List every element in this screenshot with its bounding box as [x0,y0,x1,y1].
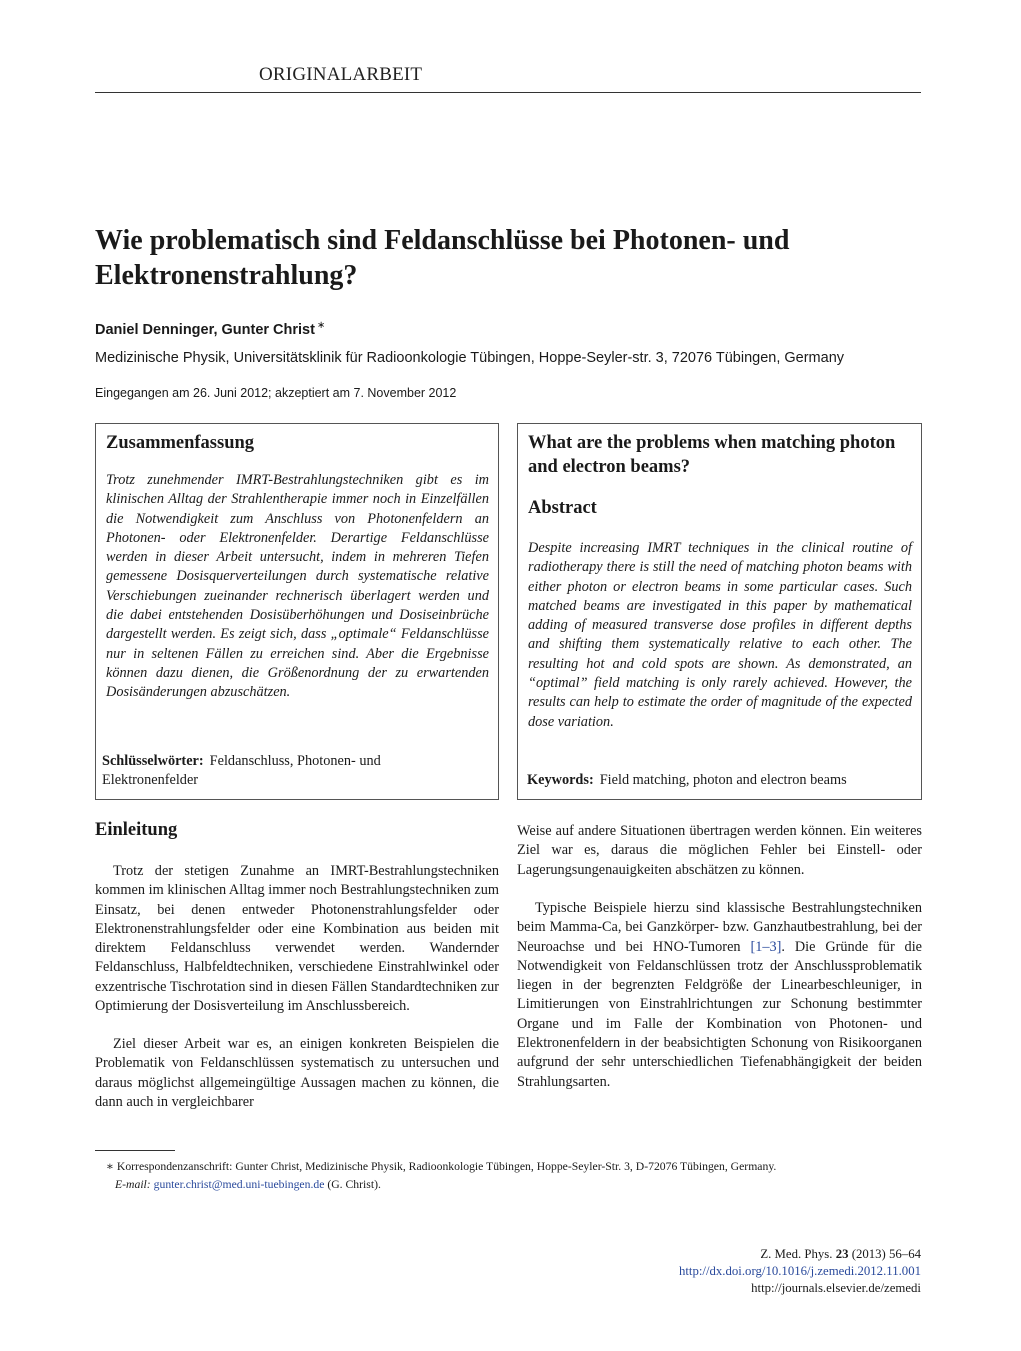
keywords-label: Keywords: [527,772,594,788]
abstract-box [517,423,922,800]
journal-url[interactable]: http://journals.elsevier.de/zemedi [751,1281,921,1295]
footnote-line-2 [106,1176,921,1194]
article-title: Wie problematisch sind Feldanschlüsse bei Photonen- und Elektronenstrahlung? [95,225,790,291]
journal-info [679,1246,921,1297]
email-link[interactable]: gunter.christ@med.uni-tuebingen.de [153,1178,325,1191]
authors-text: Daniel Denninger, Gunter Christ [95,321,315,338]
citation-suffix: (2013) 56–64 [851,1247,921,1261]
keywords-text: Field matching, photon and electron beams [599,772,847,788]
einleitung-paragraph-2-continued: Weise auf andere Situationen übertragen werden können. Ein weiteres Ziel war es, daraus die möglichen Fehler bei Einstell- oder Lagerungsungenauigkeiten abschätzen zu können. [517,823,922,878]
citation-prefix: Z. Med. Phys. [760,1247,833,1261]
header-rule [95,92,921,93]
journal-citation [679,1246,921,1263]
zusammenfassung-box [95,423,499,800]
author-footnote-marker[interactable]: ∗ [316,320,326,331]
keywords [527,771,917,790]
section-label: ORIGINALARBEIT [259,64,423,85]
footnote [106,1158,921,1194]
zusammenfassung-heading: Zusammenfassung [106,433,255,453]
received-dates: Eingegangen am 26. Juni 2012; akzeptiert am 7. November 2012 [95,386,457,400]
schluesselwoerter-text: Feldanschluss, Photonen- und Elektronenfelder [102,753,381,789]
zusammenfassung-text: Trotz zunehmender IMRT-Bestrahlungstechniken gibt es im klinischen Alltag der Strahlentherapie immer noch in Einzelfällen die Notwendigkeit zum Anschluss von Photonenfeldern an Photonen- oder Elektronenfelder. Derartige Feldanschlüsse werden in dieser Arbeit untersucht, indem in mehreren Tiefen gemessene Dosisquerverteilungen durch systematische relative Verschiebungen zueinander rechnerisch überlagert werden und die dabei entstehenden Dosisüberhöhungen und Dosiseinbrüche dargestellt werden. Es zeigt sich, dass „optimale“ Feldanschlüsse nur in seltenen Fällen zu erreichen sind. Aber die Ergebnisse können dazu dienen, die Größenordnung der zu erwartenden Dosisänderungen abzuschätzen. [106,472,489,701]
english-title: What are the problems when matching photon and electron beams? [528,433,896,477]
footnote-rule [95,1150,175,1151]
email-suffix: (G. Christ). [327,1178,381,1191]
footnote-line-1 [106,1158,921,1176]
email-label: E-mail: [115,1178,151,1191]
einleitung-heading: Einleitung [95,820,178,840]
volume-number: 23 [835,1247,849,1261]
paragraph-3-text-b: . Die Gründe für die Notwendigkeit von Feldanschlüssen trotz der Anschlussproblematik liegen in der begrenzten Feldgröße der Linearbeschleuniger, in Limitierungen von Einstrahlrichtungen zur Schonung bestimmter Organe und im Falle der Kombination von Photonen- und Elektronenfeldern in der beabsichtigten Schonung von Risikoorganen aufgrund der sehr unterschiedlichen Tiefenabhängigkeit der beiden Strahlungsarten. [517,938,923,1090]
doi-link[interactable]: http://dx.doi.org/10.1016/j.zemedi.2012.11.001 [678,1264,921,1278]
footnote-text: Korrespondenzanschrift: Gunter Christ, Medizinische Physik, Radioonkologie Tübingen, Hoppe-Seyler-Str. 3, D-72076 Tübingen, Germany. [116,1160,777,1173]
einleitung-paragraph-3 [517,899,922,1092]
schluesselwoerter-label: Schlüsselwörter: [102,753,204,769]
affiliation: Medizinische Physik, Universitätsklinik für Radioonkologie Tübingen, Hoppe-Seyler-str. 3, 72076 Tübingen, Germany [95,350,845,366]
abstract-heading: Abstract [528,498,597,518]
paragraph-3-text-a: Typische Beispiele hierzu sind klassische Bestrahlungstechniken beim Mamma-Ca, bei Ganzkörper- bzw. Ganzhautbestrahlung, bei der Neuroachse und bei HNO-Tumoren [517,900,922,955]
einleitung-paragraph-1: Trotz der stetigen Zunahme an IMRT-Bestrahlungstechniken kommen im klinischen Alltag immer noch Bestrahlungstechniken zum Einsatz, bei denen entweder Photonenstrahlungsfelder oder Elektronenstrahlungsfelder oder eine Kombination aus beiden mit direktem Feldanschluss verwendet werden. Wandernder Feldanschluss, Halbfeldtechniken, verschiedene Einstrahlwinkel oder exzentrische Tischrotation sind in diesen Fällen Standardtechniken zur Optimierung der Dosisverteilung im Anschlussbereich. [95,863,499,1015]
author-list [95,320,325,338]
schluesselwoerter [102,752,462,791]
einleitung-paragraph-2: Ziel dieser Arbeit war es, an einigen konkreten Beispielen die Problematik von Feldanschlüssen systematisch zu untersuchen und daraus möglichst allgemeingültige Aussagen machen zu können, die dann auch in vergleichbarer [95,1036,499,1110]
abstract-text: Despite increasing IMRT techniques in the clinical routine of radiotherapy there is still the need of matching photon beams with either photon or electron beams in some particular cases. Such matched beams are investigated in this paper by mathematical adding of measured transverse dose profiles in different depths and shifting them systematically relative to each other. The resulting hot and cold spots are shown. As demonstrated, an “optimal” field matching is only rarely achieved. However, the results can help to estimate the order of magnitude of the expected dose variation. [528,540,912,730]
footnote-marker: ∗ [106,1160,114,1173]
citation-link[interactable]: [1–3] [750,938,782,955]
